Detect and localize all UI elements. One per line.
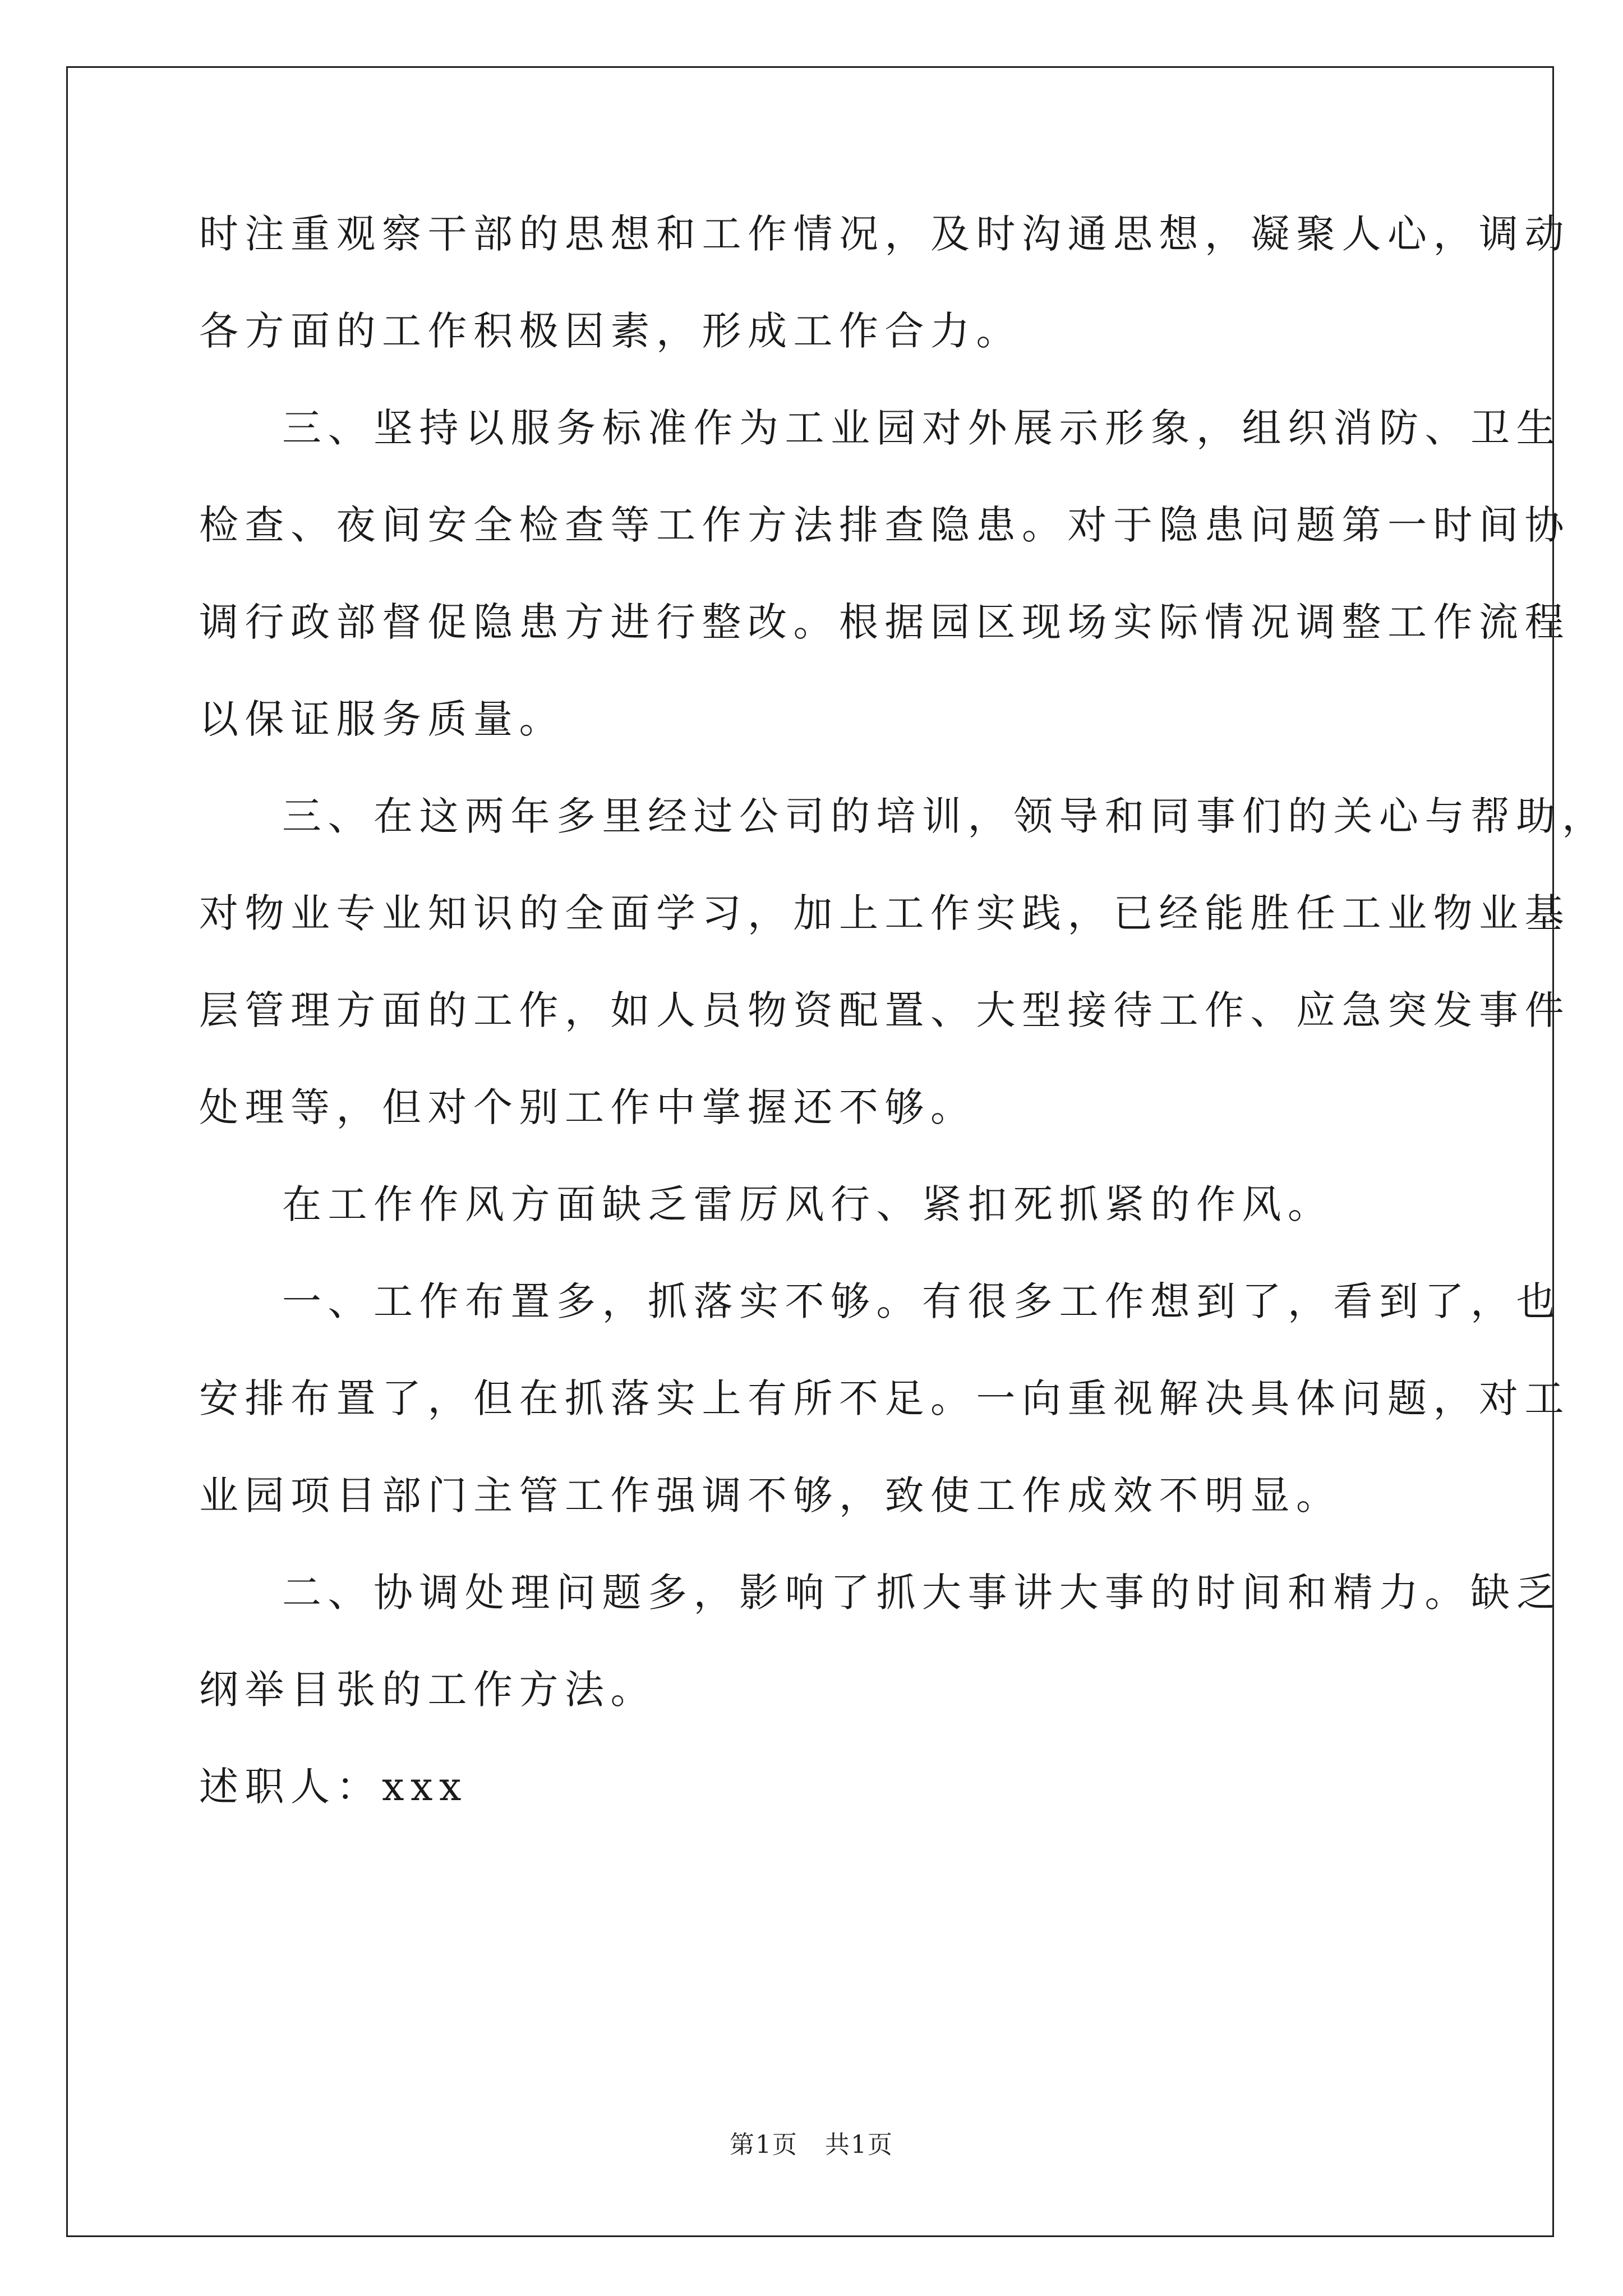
document-body [199, 211, 1608, 1810]
paragraph-6 [199, 1570, 1562, 1713]
text-line: 一、工作布置多，抓落实不够。有很多工作想到了，看到了，也 [282, 1278, 1562, 1324]
signature-line [199, 1764, 1433, 1810]
text-line: 三、坚持以服务标准作为工业园对外展示形象，组织消防、卫生 [282, 405, 1562, 451]
text-line: 调行政部督促隐患方进行整改。根据园区现场实际情况调整工作流程 [199, 599, 1570, 645]
text-line: 二、协调处理问题多，影响了抓大事讲大事的时间和精力。缺乏 [282, 1570, 1562, 1616]
text-line: 述职人：xxx [199, 1764, 468, 1810]
text-line: 以保证服务质量。 [199, 696, 565, 742]
text-line: 层管理方面的工作，如人员物资配置、大型接待工作、应急突发事件 [199, 987, 1570, 1033]
paragraph-2 [199, 405, 1570, 742]
text-line: 检查、夜间安全检查等工作方法排查隐患。对于隐患问题第一时间协 [199, 502, 1570, 548]
text-line: 对物业专业知识的全面学习，加上工作实践，已经能胜任工业物业基 [199, 890, 1570, 936]
paragraph-4 [199, 1181, 1433, 1227]
text-line: 时注重观察干部的思想和工作情况，及时沟通思想，凝聚人心，调动 [199, 211, 1570, 257]
text-line: 三、在这两年多里经过公司的培训，领导和同事们的关心与帮助， [282, 793, 1608, 839]
paragraph-3 [199, 793, 1608, 1130]
text-line: 纲举目张的工作方法。 [199, 1667, 656, 1713]
paragraph-5 [199, 1278, 1570, 1519]
page-number: 第1页 [730, 2131, 798, 2159]
page-footer [0, 2133, 1623, 2157]
page-total: 共1页 [825, 2131, 893, 2159]
text-line: 处理等，但对个别工作中掌握还不够。 [199, 1084, 976, 1130]
text-line: 业园项目部门主管工作强调不够，致使工作成效不明显。 [199, 1473, 1342, 1519]
text-line: 各方面的工作积极因素，形成工作合力。 [199, 308, 1022, 354]
text-line: 安排布置了，但在抓落实上有所不足。一向重视解决具体问题，对工 [199, 1375, 1570, 1421]
text-line: 在工作作风方面缺乏雷厉风行、紧扣死抓紧的作风。 [282, 1181, 1334, 1227]
paragraph-1 [199, 211, 1570, 354]
